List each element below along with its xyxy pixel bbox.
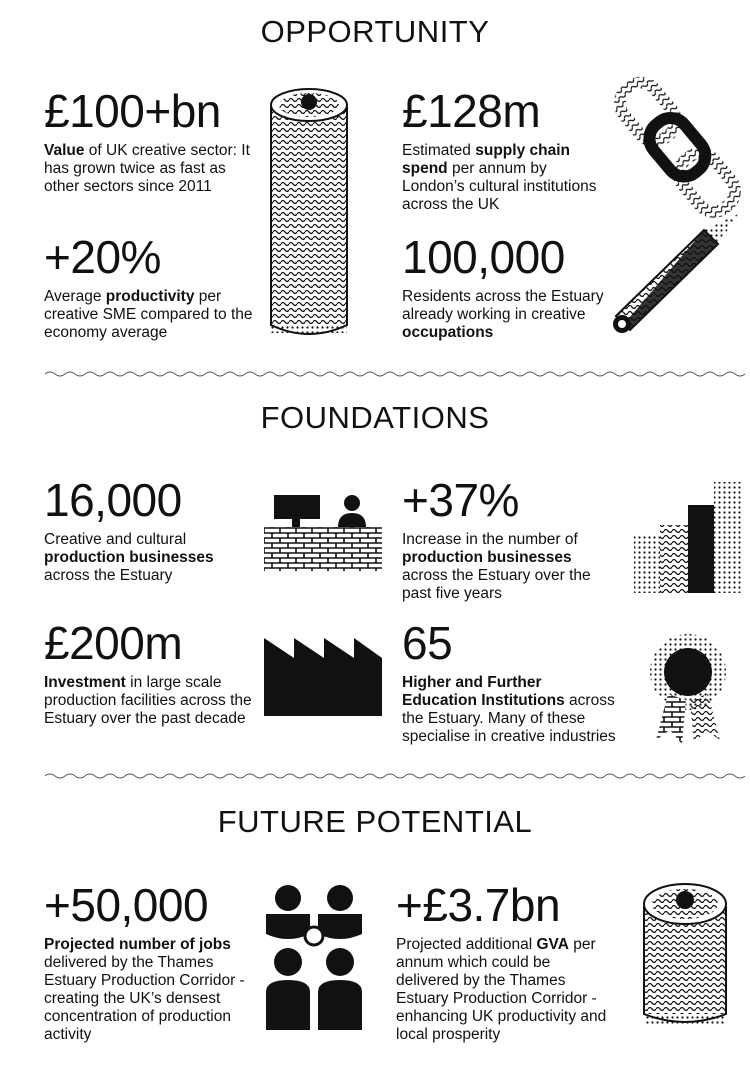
section-title-foundations: FOUNDATIONS [260, 400, 490, 435]
stat-description: Projected number of jobs delivered by the Thames Estuary Production Corridor - creating the UK’s densest concentration of production activity [44, 936, 245, 1043]
stat-description: Value of UK creative sector: It has grown twice as fast as other sectors since 2011 [44, 142, 250, 195]
stat-description: Projected additional GVA per annum which could be delivered by the Thames Estuary Production Corridor - enhancing UK productivity and local prosperity [396, 936, 607, 1043]
stat-description: Increase in the number of production businesses across the Estuary over the past five years [402, 531, 591, 602]
stat-description: Creative and cultural production businesses across the Estuary [44, 531, 214, 584]
workshop-icon [264, 493, 382, 573]
stat-description: Estimated supply chain spend per annum by London’s cultural institutions across the UK [402, 142, 597, 213]
stat-productivity [44, 231, 259, 342]
section-divider [45, 772, 745, 780]
factory-icon [264, 638, 382, 716]
stat-value: +£3.7bn [396, 879, 561, 931]
stat-description: Residents across the Estuary already working in creative occupations [402, 288, 604, 341]
stat-value: £128m [402, 85, 541, 137]
rosette-icon [648, 632, 730, 747]
stat-supply-chain-spend [402, 85, 612, 214]
stat-value: +50,000 [44, 879, 209, 931]
stat-value: £200m [44, 617, 183, 669]
pencil-icon [604, 208, 744, 343]
bar-chart-icon [632, 480, 744, 593]
people-group-icon [264, 884, 364, 1030]
stat-projected-jobs [44, 879, 259, 1044]
chain-icon [608, 70, 748, 225]
stat-description: Higher and Further Education Institutions across the Estuary. Many of these specialise in creative industries [402, 674, 616, 745]
stat-business-increase [402, 474, 617, 603]
stat-production-businesses [44, 474, 259, 585]
stat-value: 100,000 [402, 231, 565, 283]
stat-projected-gva [396, 879, 611, 1044]
stat-uk-creative-value [44, 85, 259, 196]
stat-value: +37% [402, 474, 519, 526]
stat-description: Investment in large scale production facilities across the Estuary over the past decade [44, 674, 252, 727]
stat-value: 16,000 [44, 474, 182, 526]
stat-investment [44, 617, 259, 728]
stat-description: Average productivity per creative SME compared to the economy average [44, 288, 253, 341]
stat-value: 65 [402, 617, 453, 669]
section-title-future-potential: FUTURE POTENTIAL [217, 804, 533, 839]
section-title-opportunity: OPPORTUNITY [260, 14, 490, 49]
section-divider [45, 370, 745, 378]
coin-stack-icon [265, 85, 353, 337]
stat-education-institutions [402, 617, 617, 746]
stat-value: £100+bn [44, 85, 221, 137]
coin-stack-icon [640, 880, 730, 1028]
stat-value: +20% [44, 231, 161, 283]
stat-residents [402, 231, 612, 342]
